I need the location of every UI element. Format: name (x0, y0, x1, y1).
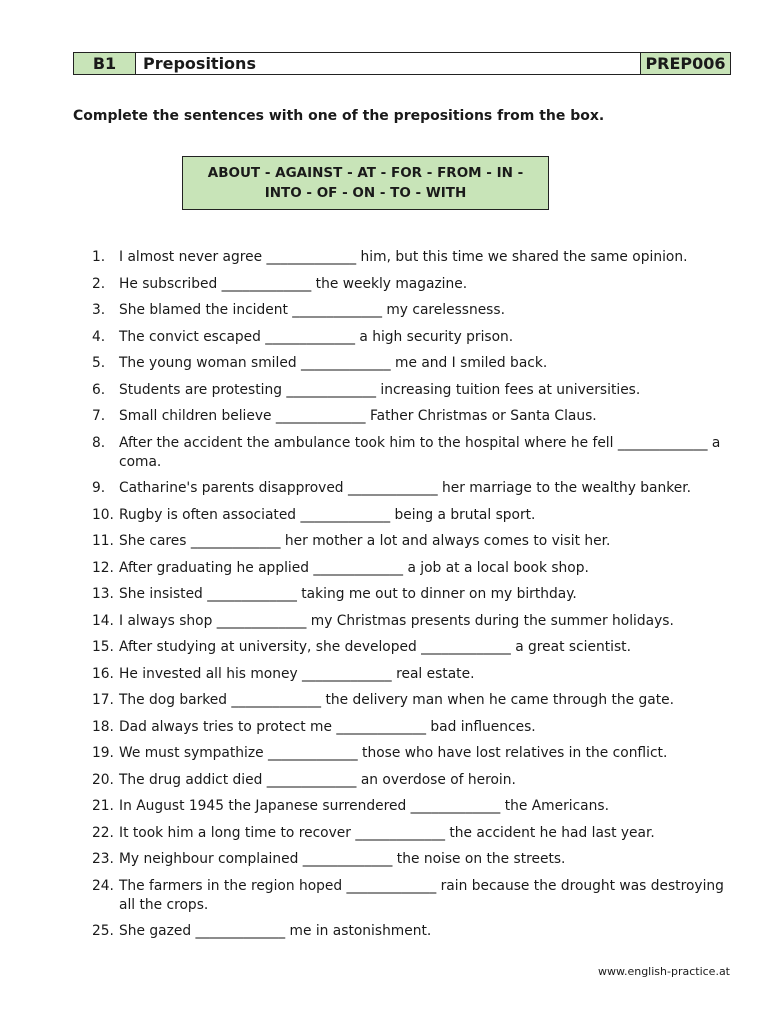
list-item (92, 532, 728, 551)
list-item (92, 612, 728, 631)
item-number: 24. (92, 877, 114, 894)
item-number: 17. (92, 692, 114, 708)
item-number: 21. (92, 798, 114, 814)
item-sentence: The dog barked _____________ the delivery man when he came through the gate. (119, 692, 675, 708)
word-box-line-1: ABOUT - AGAINST - AT - FOR - FROM - IN - (207, 165, 524, 181)
item-number: 18. (92, 718, 114, 735)
item-sentence: Catharine's parents disapproved _____________ her marriage to the wealthy banker. (119, 480, 691, 496)
item-number: 1. (92, 249, 106, 265)
list-item (92, 638, 728, 657)
list-item (92, 381, 728, 400)
item-sentence: My neighbour complained _____________ the noise on the streets. (119, 851, 566, 867)
item-number: 11. (92, 533, 114, 549)
footer-url: www.english-practice.at (597, 965, 730, 978)
item-number: 12. (92, 559, 114, 576)
list-item (92, 248, 728, 267)
item-sentence: He invested all his money _____________ real estate. (119, 665, 475, 682)
item-number: 7. (92, 408, 106, 424)
list-item (92, 328, 728, 347)
worksheet-code: PREP006 (640, 53, 730, 74)
item-sentence: Small children believe _____________ Father Christmas or Santa Claus. (119, 408, 597, 424)
worksheet-header (73, 52, 731, 75)
item-sentence: I always shop _____________ my Christmas presents during the summer holidays. (119, 612, 674, 629)
list-item (92, 354, 728, 373)
item-sentence: After studying at university, she developed _____________ a great scientist. (119, 639, 631, 655)
item-sentence: Dad always tries to protect me _____________ bad influences. (119, 718, 536, 735)
list-item (92, 275, 728, 294)
item-sentence: She blamed the incident _____________ my carelessness. (119, 302, 505, 318)
item-sentence: She gazed _____________ me in astonishment. (119, 923, 432, 939)
item-number: 2. (92, 275, 106, 292)
list-item (92, 922, 728, 941)
item-sentence: The drug addict died _____________ an overdose of heroin. (119, 771, 516, 788)
item-number: 10. (92, 506, 114, 523)
item-sentence: We must sympathize _____________ those who have lost relatives in the conflict. (119, 745, 668, 761)
item-sentence: He subscribed _____________ the weekly magazine. (119, 275, 468, 292)
item-sentence: Rugby is often associated _____________ being a brutal sport. (119, 506, 536, 523)
list-item (92, 585, 728, 604)
item-number: 23. (92, 851, 114, 867)
sentence-list (92, 248, 728, 949)
item-number: 8. (92, 434, 106, 451)
item-number: 20. (92, 771, 114, 788)
list-item (92, 771, 728, 790)
worksheet-title: Prepositions (136, 53, 640, 74)
level-badge: B1 (74, 53, 136, 74)
item-number: 5. (92, 355, 106, 371)
item-number: 16. (92, 665, 114, 682)
list-item (92, 434, 728, 472)
item-sentence: She cares _____________ her mother a lot and always comes to visit her. (119, 533, 611, 549)
item-sentence: She insisted _____________ taking me out to dinner on my birthday. (119, 586, 577, 602)
preposition-word-box (182, 156, 549, 210)
list-item (92, 301, 728, 320)
word-box-line-2: INTO - OF - ON - TO - WITH (264, 185, 467, 201)
list-item (92, 718, 728, 737)
item-number: 15. (92, 639, 114, 655)
item-number: 3. (92, 302, 106, 318)
list-item (92, 407, 728, 426)
item-number: 13. (92, 586, 114, 602)
list-item (92, 824, 728, 843)
list-item (92, 691, 728, 710)
item-sentence: The young woman smiled _____________ me and I smiled back. (119, 355, 548, 371)
item-sentence: After the accident the ambulance took him to the hospital where he fell _____________ a coma. (119, 434, 721, 470)
item-sentence: Students are protesting _____________ increasing tuition fees at universities. (119, 381, 641, 398)
item-sentence: I almost never agree _____________ him, but this time we shared the same opinion. (119, 249, 688, 265)
item-number: 9. (92, 480, 106, 496)
item-sentence: In August 1945 the Japanese surrendered _____________ the Americans. (119, 798, 609, 814)
list-item (92, 744, 728, 763)
item-number: 6. (92, 381, 106, 398)
item-number: 14. (92, 612, 114, 629)
instruction-text: Complete the sentences with one of the prepositions from the box. (73, 108, 605, 124)
list-item (92, 665, 728, 684)
list-item (92, 850, 728, 869)
item-sentence: After graduating he applied _____________ a job at a local book shop. (119, 559, 589, 576)
list-item (92, 877, 728, 915)
list-item (92, 797, 728, 816)
item-number: 4. (92, 328, 106, 345)
item-sentence: The convict escaped _____________ a high security prison. (119, 328, 514, 345)
list-item (92, 479, 728, 498)
item-number: 22. (92, 824, 114, 841)
list-item (92, 559, 728, 578)
item-sentence: It took him a long time to recover _____________ the accident he had last year. (119, 824, 655, 841)
item-number: 25. (92, 923, 114, 939)
item-sentence: The farmers in the region hoped _____________ rain because the drought was destroying all the crops. (119, 877, 724, 913)
item-number: 19. (92, 745, 114, 761)
list-item (92, 506, 728, 525)
